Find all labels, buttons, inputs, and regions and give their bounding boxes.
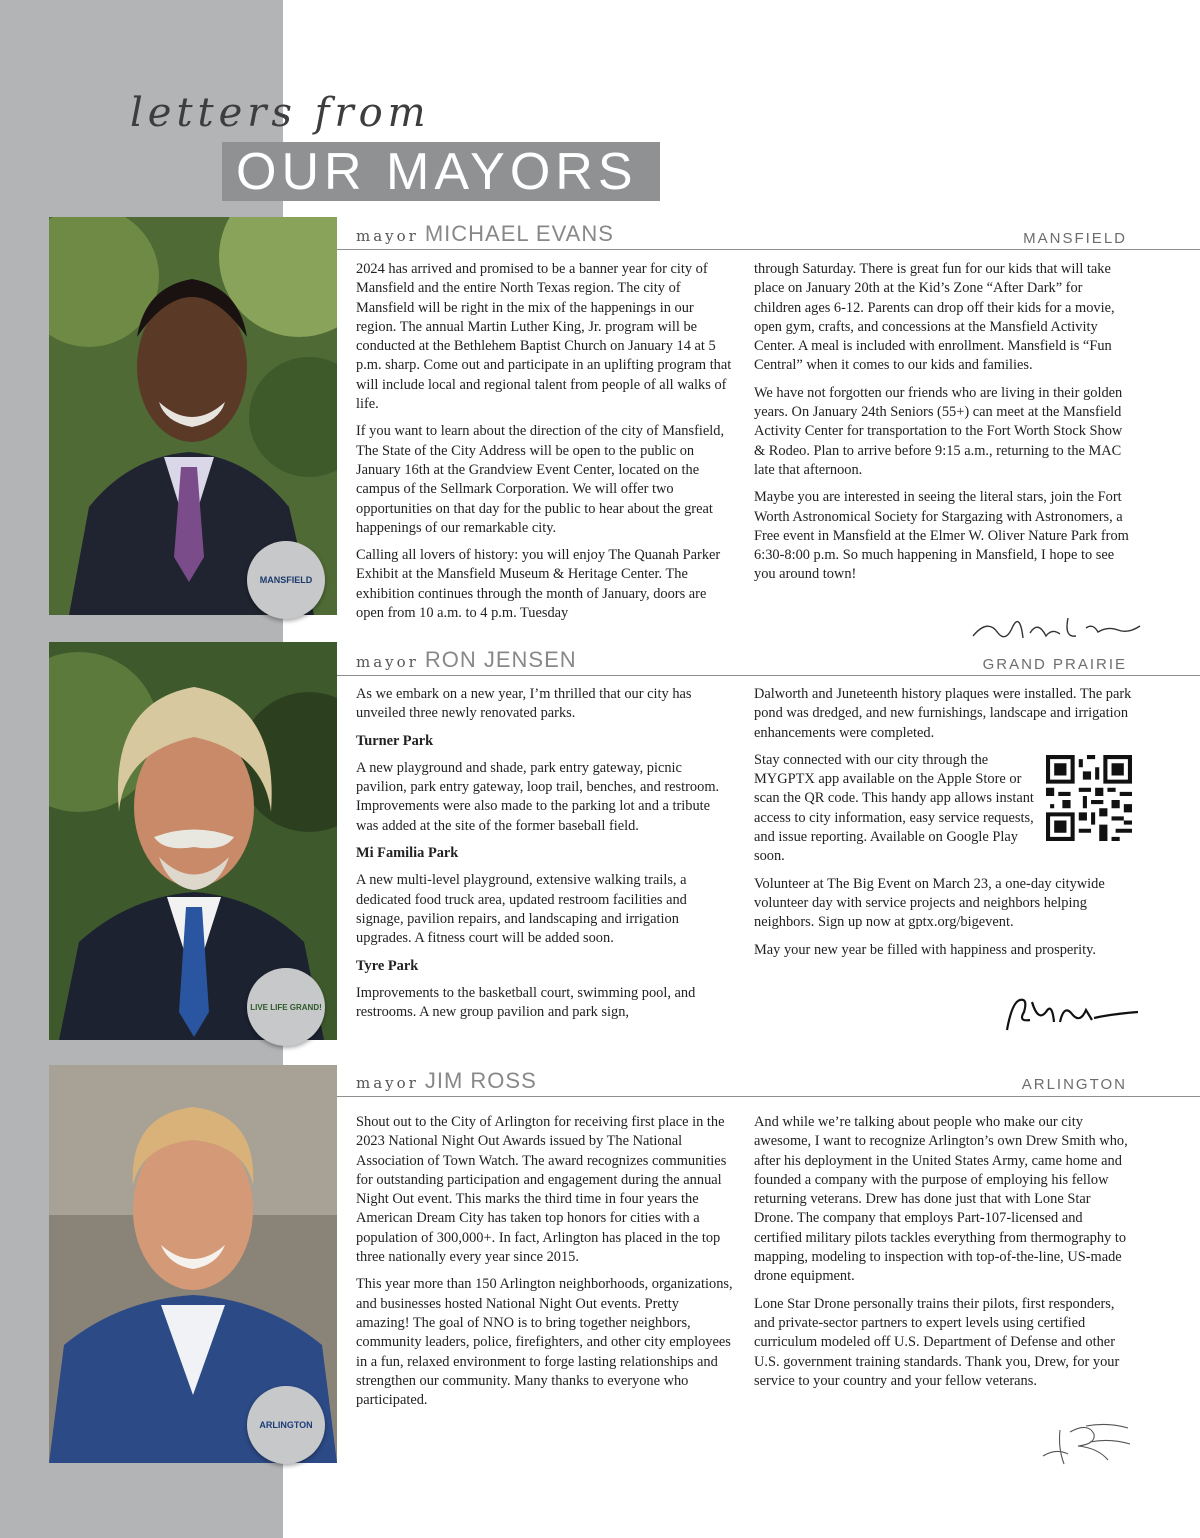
grand-prairie-logo-badge bbox=[247, 968, 325, 1046]
paragraph: If you want to learn about the direction of the city of Mansfield, The State of the City Address will be open to the public on January 16th at the Grandview Event Center, located on the campus of the Sellmark Corporation. We will offer two opportunities on that day for the public to hear about the great happenings of our remarkable city. bbox=[356, 423, 725, 536]
paragraph: We have not forgotten our friends who are living in their golden years. On January 24th Seniors (55+) can meet at the Mansfield Activity Center for transportation to the Fort Worth Stock Show & Rodeo. Plan to arrive before 9:15 a.m., returning to the MAC late that afternoon. bbox=[754, 384, 1123, 478]
city-label-mansfield: MANSFIELD bbox=[1023, 230, 1127, 247]
paragraph: A new multi-level playground, extensive walking trails, a dedicated food truck area, updated restroom facilities and signage, pavilion repairs, and landscaping and irrigation upgrades. A fitness court will be added soon. bbox=[356, 872, 687, 947]
section-rule bbox=[337, 249, 1200, 250]
jensen-right-column bbox=[754, 685, 1132, 968]
grand-prairie-logo-text: LIVE LIFE GRAND! bbox=[250, 1002, 322, 1012]
header-script: letters from bbox=[130, 90, 431, 136]
arlington-logo-text: ARLINGTON bbox=[259, 1420, 313, 1430]
paragraph: Maybe you are interested in seeing the literal stars, join the Fort Worth Astronomical Society for Stargazing with Astronomers, a Free event in Mansfield at the Elmer W. Oliver Nature Park from 6:30-8:00 p.m. So much happening in Mansfield, I hope to see you around town! bbox=[754, 489, 1129, 583]
evans-left-column bbox=[356, 260, 734, 631]
jensen-left-column bbox=[356, 685, 734, 1030]
mayor-title-label: mayor bbox=[356, 653, 419, 671]
subheading-tyre-park: Tyre Park bbox=[356, 957, 419, 974]
ross-signature bbox=[1038, 1418, 1138, 1468]
section-rule bbox=[337, 675, 1200, 676]
paragraph: May your new year be filled with happiness and prosperity. bbox=[754, 941, 1096, 958]
mayor-heading-evans bbox=[356, 221, 614, 247]
paragraph: 2024 has arrived and promised to be a banner year for city of Mansfield and the entire North Texas region. The city of Mansfield will be right in the mix of the happenings in our region. The annual Martin Luther King, Jr. program will be conducted at the Bethlehem Baptist Church on January 14 at 5 p.m. sharp. Come out and participate in an uplifting program that will include local and regional talent from people of all walks of life. bbox=[356, 261, 732, 413]
mansfield-logo-text: MANSFIELD bbox=[259, 575, 313, 585]
subheading-turner-park: Turner Park bbox=[356, 732, 434, 749]
paragraph: This year more than 150 Arlington neighborhoods, organizations, and businesses hosted National Night Out events. Pretty amazing! The goal of NNO is to bring together neighbors, community leaders, police, firefighters, and other city employees in a fun, relaxed environment to forge lasting relationships and strengthen our community. Many thanks to everyone who participated. bbox=[356, 1276, 733, 1409]
section-rule bbox=[337, 1096, 1200, 1097]
paragraph: Shout out to the City of Arlington for receiving first place in the 2023 National Night Out Awards issued by The National Association of Town Watch. The award recognizes communities for outstanding participation and engagement during the annual Night Out event. This marks the third time in four years the American Dream City has taken top honors for cities with a population of 300,000+. In fact, Arlington has placed in the top three nationally every year since 2015. bbox=[356, 1114, 727, 1266]
paragraph: Lone Star Drone personally trains their pilots, first responders, and private-sector partners to expert levels using certified curriculum modeled off U.S. Department of Defense and other U.S. government training standards. Thank you, Drew, for your service to your country and your fellow veterans. bbox=[754, 1295, 1120, 1389]
mayor-name: MICHAEL EVANS bbox=[424, 221, 614, 246]
evans-signature bbox=[968, 608, 1148, 648]
mayor-name: RON JENSEN bbox=[424, 647, 577, 672]
mayor-title-label: mayor bbox=[356, 227, 419, 245]
paragraph: Dalworth and Juneteenth history plaques were installed. The park pond was dredged, and new furnishings, landscape and irrigation enhancements were completed. bbox=[754, 686, 1132, 741]
page-title: OUR MAYORS bbox=[236, 142, 638, 201]
mayor-title-label: mayor bbox=[356, 1074, 419, 1092]
mayor-heading-ross bbox=[356, 1068, 537, 1094]
paragraph: A new playground and shade, park entry gateway, picnic pavilion, park entry gateway, loop trail, benches, and restroom. Improvements were also made to the parking lot and a tribute was added at the site of the former baseball field. bbox=[356, 759, 720, 834]
paragraph: Calling all lovers of history: you will enjoy The Quanah Parker Exhibit at the Mansfield Museum & Heritage Center. The exhibition continues through the month of January, doors are open from 10 a.m. to 4 p.m. Tuesday bbox=[356, 547, 721, 622]
city-label-grand-prairie: GRAND PRAIRIE bbox=[982, 656, 1127, 673]
qr-paragraph-text: Stay connected with our city through the MYGPTX app available on the Apple Store or scan the QR code. This handy app allows instant access to city information, easy service requests, and issue reporting. Available on Google Play soon. bbox=[754, 751, 1034, 865]
evans-right-column bbox=[754, 260, 1132, 593]
paragraph: Improvements to the basketball court, swimming pool, and restrooms. A new group pavilion and park sign, bbox=[356, 984, 696, 1021]
mayor-heading-jensen bbox=[356, 647, 577, 673]
paragraph: through Saturday. There is great fun for our kids that will take place on January 20th at the Kid’s Zone “After Dark” for children ages 6-12. Parents can drop off their kids for a movie, open gym, crafts, and concessions at the Mansfield Activity Center. A meal is included with enrollment. Mansfield is “Fun Central” when it comes to our kids and families. bbox=[754, 261, 1115, 374]
subheading-mi-familia-park: Mi Familia Park bbox=[356, 845, 459, 862]
paragraph: As we embark on a new year, I’m thrilled that our city has unveiled three newly renovated parks. bbox=[356, 686, 692, 722]
ross-right-column bbox=[754, 1113, 1132, 1399]
jensen-signature bbox=[1002, 992, 1142, 1037]
paragraph: And while we’re talking about people who make our city awesome, I want to recognize Arlington’s own Drew Smith who, after his deployment in the United States Army, came home and founded a company with the purpose of employing his fellow returning veterans. Drew has done just that with Lone Star Drone. The company that employs Part-107-licensed and certified military pilots tackles everything from thermography to mapping, modeling to inspection with top-of-the-line, US-made drone equipment. bbox=[754, 1114, 1128, 1285]
arlington-logo-badge bbox=[247, 1386, 325, 1464]
qr-code-icon[interactable] bbox=[1046, 755, 1132, 841]
ross-left-column bbox=[356, 1113, 734, 1418]
city-label-arlington: ARLINGTON bbox=[1021, 1076, 1127, 1093]
mansfield-logo-badge bbox=[247, 541, 325, 619]
paragraph: Volunteer at The Big Event on March 23, a one-day citywide volunteer day with service projects and neighbors helping neighbors. Sign up now at gptx.org/bigevent. bbox=[754, 875, 1105, 931]
page-title-box bbox=[222, 142, 660, 201]
mayor-name: JIM ROSS bbox=[424, 1068, 537, 1093]
qr-paragraph bbox=[754, 751, 1132, 867]
